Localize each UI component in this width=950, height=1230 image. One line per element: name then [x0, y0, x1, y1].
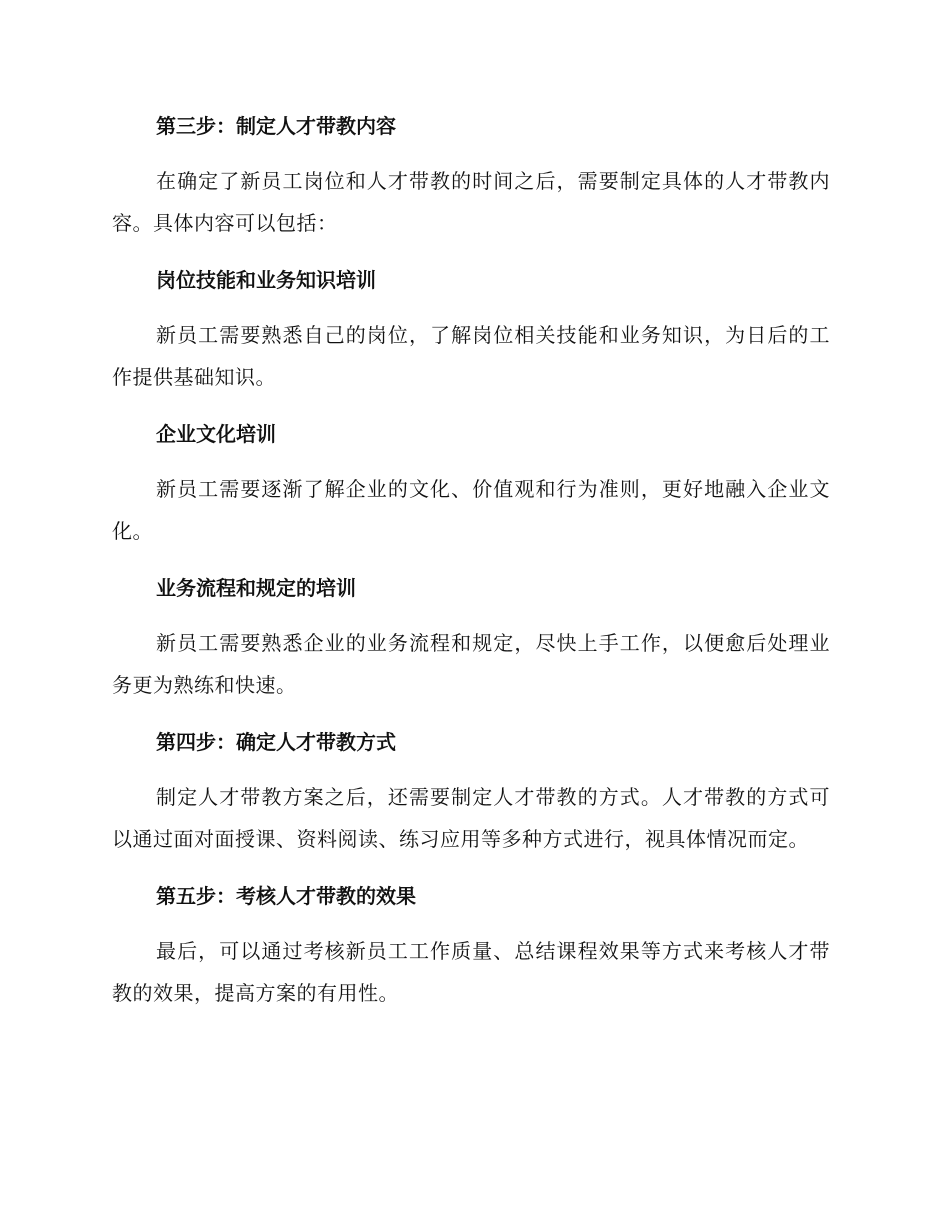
section-paragraph-step-5: 最后，可以通过考核新员工工作质量、总结课程效果等方式来考核人才带教的效果，提高方案的有用性。	[112, 939, 830, 1005]
paragraph-corporate-culture-training: 新员工需要逐渐了解企业的文化、价值观和行为准则，更好地融入企业文化。	[112, 477, 830, 543]
section-heading-step-4: 第四步：确定人才带教方式	[156, 730, 396, 754]
subheading-corporate-culture-training: 企业文化培训	[156, 422, 276, 446]
section-paragraph-step-3: 在确定了新员工岗位和人才带教的时间之后，需要制定具体的人才带教内容。具体内容可以包括：	[112, 169, 830, 235]
section-heading-step-3: 第三步：制定人才带教内容	[156, 114, 396, 138]
section-heading-step-5: 第五步：考核人才带教的效果	[156, 884, 416, 908]
section-paragraph-step-4: 制定人才带教方案之后，还需要制定人才带教的方式。人才带教的方式可以通过面对面授课、资料阅读、练习应用等多种方式进行，视具体情况而定。	[112, 785, 830, 851]
paragraph-job-skills-training: 新员工需要熟悉自己的岗位，了解岗位相关技能和业务知识，为日后的工作提供基础知识。	[112, 323, 830, 389]
paragraph-business-process-training: 新员工需要熟悉企业的业务流程和规定，尽快上手工作，以便愈后处理业务更为熟练和快速。	[112, 631, 830, 697]
subheading-business-process-training: 业务流程和规定的培训	[156, 576, 356, 600]
subheading-job-skills-training: 岗位技能和业务知识培训	[156, 268, 376, 292]
